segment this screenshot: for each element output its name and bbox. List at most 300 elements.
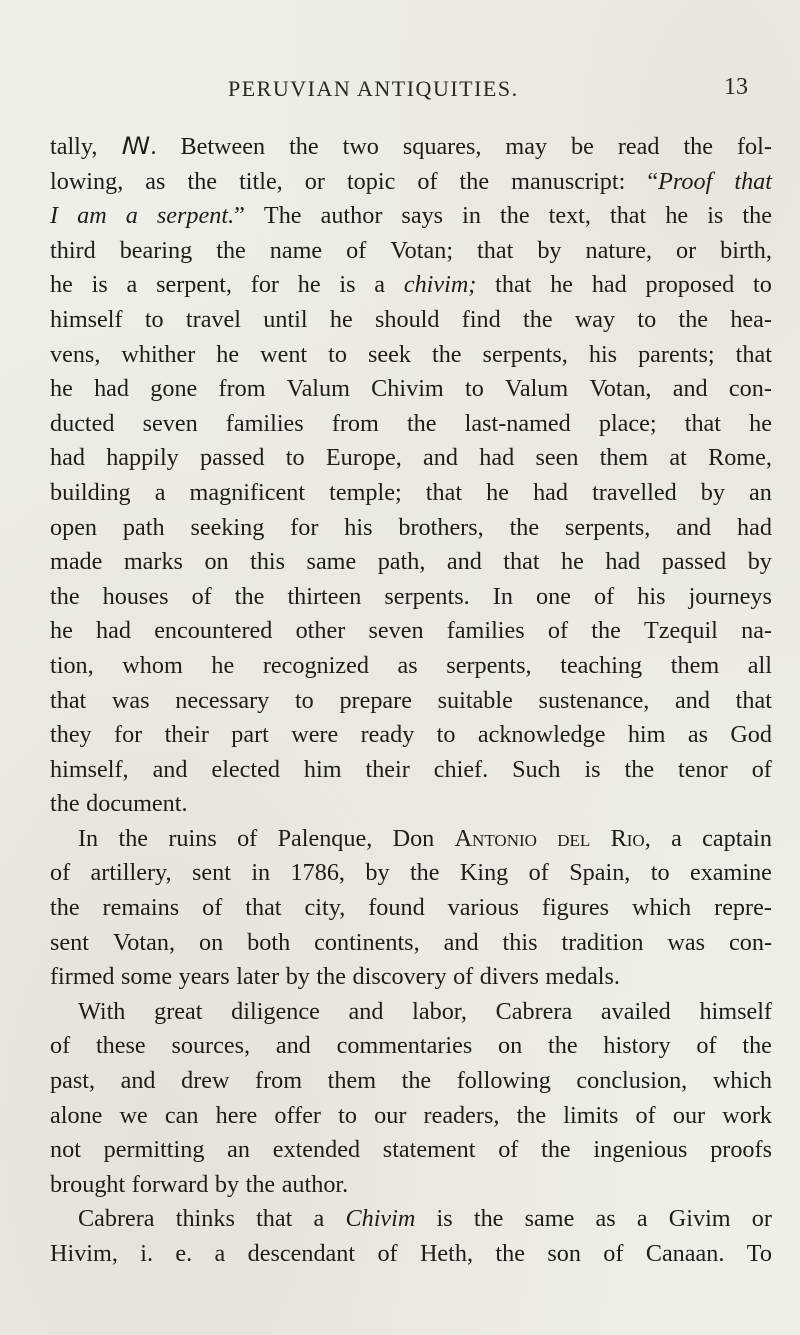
word: that — [684, 409, 721, 437]
word: that — [495, 271, 532, 299]
text-line — [50, 1168, 772, 1203]
word: Votan, — [589, 375, 652, 403]
word: is — [339, 271, 356, 299]
word: in — [462, 202, 481, 230]
word: a — [671, 824, 682, 852]
word: of — [50, 1032, 71, 1060]
word: of — [377, 1240, 398, 1267]
word: Givim — [668, 1205, 731, 1233]
word: says — [401, 202, 444, 230]
text-line — [50, 199, 772, 234]
word: a — [126, 271, 138, 299]
word: medals. — [545, 963, 620, 991]
word: the — [245, 1170, 276, 1198]
word: great — [154, 997, 203, 1025]
word: and — [676, 513, 712, 541]
word: magnificent — [189, 478, 306, 506]
text-line — [50, 822, 772, 857]
word: as — [397, 651, 418, 679]
text-line — [50, 856, 772, 891]
word: he — [50, 375, 73, 403]
text-line — [50, 268, 772, 303]
word: their — [365, 755, 410, 783]
word: bearing — [119, 236, 193, 264]
word: should — [374, 305, 440, 333]
word: continents, — [314, 928, 420, 956]
word: open — [50, 513, 98, 541]
word: made — [50, 548, 103, 576]
text-line — [50, 787, 772, 822]
word: am — [77, 202, 107, 230]
word: squares, — [402, 133, 482, 160]
text-line — [50, 165, 772, 200]
word: third — [50, 236, 96, 264]
word: on — [498, 1032, 523, 1060]
word: tion, — [50, 651, 94, 679]
word: that — [425, 478, 463, 506]
word: for — [250, 271, 279, 299]
word: the — [473, 1205, 504, 1233]
word: had — [94, 375, 130, 403]
word: the — [742, 1032, 772, 1060]
word: he — [561, 548, 584, 576]
word: building — [50, 478, 131, 506]
word: the — [516, 1101, 547, 1129]
word: of — [417, 167, 438, 195]
word: of — [528, 859, 549, 887]
word: a — [214, 1240, 226, 1267]
word: part — [231, 721, 269, 749]
word: that — [245, 894, 282, 922]
word: to — [436, 721, 456, 749]
word: Palenque, — [277, 824, 373, 852]
word: encountered — [154, 617, 273, 645]
word: his — [637, 582, 666, 610]
word: text, — [548, 202, 591, 230]
word: which — [632, 894, 692, 922]
word: thirteen — [287, 582, 362, 610]
word: by — [214, 1170, 240, 1198]
text-line — [50, 649, 772, 684]
word: teaching — [560, 651, 643, 679]
word: Antonio — [454, 824, 537, 852]
word: two — [342, 133, 379, 160]
word: found — [368, 894, 425, 922]
word: the — [591, 617, 621, 645]
word: the — [50, 790, 80, 818]
word: is — [707, 202, 724, 230]
word: read — [617, 133, 660, 160]
word: temple; — [329, 478, 402, 506]
word: limits — [563, 1101, 619, 1129]
word: of — [498, 1136, 519, 1164]
word: to — [285, 444, 305, 472]
word: to — [637, 305, 657, 333]
word: some — [121, 963, 173, 991]
word: the — [624, 755, 655, 783]
word: which — [712, 1067, 772, 1095]
word: sent — [191, 859, 231, 887]
text-line — [50, 407, 772, 442]
word: chief. — [433, 755, 489, 783]
word: them — [327, 1067, 377, 1095]
word: path — [122, 513, 165, 541]
word: they — [50, 721, 92, 749]
word: he — [550, 271, 574, 299]
word: travel — [185, 305, 241, 333]
word: the — [289, 133, 319, 160]
word: them — [670, 651, 720, 679]
word: of — [50, 859, 71, 887]
word: to — [464, 375, 484, 403]
word: him — [303, 755, 342, 783]
word: work — [722, 1101, 772, 1129]
word: ready — [360, 721, 415, 749]
word: necessary — [175, 686, 270, 714]
word: had — [591, 271, 627, 299]
word: the — [50, 582, 80, 610]
word: to — [294, 686, 314, 714]
word: is — [436, 1205, 453, 1233]
word: serpents, — [565, 513, 651, 541]
word: forward — [131, 1170, 209, 1198]
word: acknowledge — [477, 721, 606, 749]
word: that — [477, 236, 514, 264]
word: to — [338, 1101, 357, 1129]
word: had — [50, 444, 85, 472]
word: Heth, — [419, 1240, 474, 1267]
word: later — [236, 963, 280, 991]
word: examine — [689, 859, 772, 887]
word: con- — [728, 375, 772, 403]
text-line — [50, 1237, 772, 1272]
word: be — [571, 133, 594, 160]
word: proofs — [710, 1136, 772, 1164]
text-line — [50, 891, 772, 926]
word: captain — [702, 824, 772, 852]
word: of — [547, 617, 569, 645]
word: name — [269, 236, 323, 264]
text-line — [50, 441, 772, 476]
word: to — [753, 271, 772, 299]
word: Between — [180, 133, 266, 160]
word: had — [479, 444, 515, 472]
word: tradition — [561, 928, 644, 956]
word: Valum — [286, 375, 350, 403]
word: serpents, — [482, 340, 568, 368]
word: the — [523, 305, 553, 333]
word: that — [735, 340, 772, 368]
word: seek — [367, 340, 411, 368]
word: brothers, — [398, 513, 484, 541]
word: was — [111, 686, 150, 714]
page-number: 13 — [724, 74, 748, 100]
text-line — [50, 372, 772, 407]
word: and — [423, 444, 458, 472]
word: and — [672, 375, 708, 403]
word: King — [459, 859, 509, 887]
word: a — [374, 271, 386, 299]
word: these — [95, 1032, 146, 1060]
word: of — [191, 582, 212, 610]
word: brought — [50, 1170, 126, 1198]
word: Hivim, — [50, 1240, 118, 1267]
word: the — [683, 133, 713, 160]
word: In — [78, 824, 99, 852]
word: whither — [121, 340, 196, 368]
word: marks — [123, 548, 183, 576]
word: sent — [50, 928, 89, 956]
word: 1786, — [290, 859, 345, 887]
word: one — [536, 582, 571, 610]
page-header — [0, 76, 800, 112]
word: Tzequil — [644, 617, 718, 645]
word: place; — [598, 409, 657, 437]
word: same — [306, 548, 357, 576]
word: suitable — [437, 686, 513, 714]
word: the — [234, 582, 265, 610]
text-line — [50, 718, 772, 753]
word: he — [211, 651, 235, 679]
word: following — [456, 1067, 551, 1095]
word: seven — [368, 617, 424, 645]
word: he — [50, 617, 73, 645]
word: diligence — [231, 997, 320, 1025]
word: readers, — [423, 1101, 500, 1129]
word: Chivim — [371, 375, 444, 403]
word: serpents, — [446, 651, 532, 679]
word: Rome, — [708, 444, 772, 472]
text-line — [50, 926, 772, 961]
word: a — [313, 1205, 325, 1233]
word: he — [297, 271, 321, 299]
word: our — [672, 1101, 706, 1129]
word: the — [431, 340, 462, 368]
word: God — [730, 721, 772, 749]
word: and — [120, 1067, 156, 1095]
word: that — [256, 1205, 293, 1233]
word: last-named — [464, 409, 571, 437]
word: were — [291, 721, 339, 749]
word: past, — [50, 1067, 96, 1095]
word: birth, — [720, 236, 772, 264]
word: his — [588, 340, 618, 368]
word: the — [500, 202, 530, 230]
running-head: PERUVIAN ANTIQUITIES. — [228, 76, 519, 101]
word: a — [125, 202, 138, 230]
word: del — [557, 824, 591, 852]
text-line — [50, 1099, 772, 1134]
word: serpent.” — [156, 202, 245, 230]
word: that — [734, 167, 772, 195]
word: by — [285, 963, 310, 991]
word: of — [635, 1101, 656, 1129]
word: drew — [181, 1067, 230, 1095]
word: passed — [661, 548, 727, 576]
word: firmed — [50, 963, 115, 991]
word: a — [154, 478, 166, 506]
word: is — [91, 271, 108, 299]
word: a — [636, 1205, 648, 1233]
word: extended — [272, 1136, 361, 1164]
body-text — [50, 130, 772, 1272]
text-line — [50, 545, 772, 580]
text-line — [50, 753, 772, 788]
word: happily — [106, 444, 179, 472]
word: on — [198, 928, 224, 956]
word: find — [461, 305, 501, 333]
word: labor, — [412, 997, 467, 1025]
text-line — [50, 614, 772, 649]
word: he — [216, 340, 240, 368]
word: In — [492, 582, 513, 610]
word: serpents. — [384, 582, 470, 610]
word: thinks — [175, 1205, 235, 1233]
word: he — [486, 478, 509, 506]
word: the — [548, 1032, 578, 1060]
word: path, — [377, 548, 426, 576]
word: of — [202, 894, 223, 922]
word: chivim; — [403, 271, 477, 299]
word: conclusion, — [576, 1067, 688, 1095]
word: him — [627, 721, 666, 749]
word: himself — [50, 305, 123, 333]
word: discovery — [352, 963, 447, 991]
word: as — [687, 721, 708, 749]
word: title, — [239, 167, 283, 195]
text-line — [50, 684, 772, 719]
word: proposed — [645, 271, 735, 299]
word: Rio, — [610, 824, 651, 852]
text-line — [50, 303, 772, 338]
word: divers — [479, 963, 539, 991]
word: was — [667, 928, 706, 956]
word: other — [295, 617, 346, 645]
word: and — [675, 686, 710, 714]
word: offer — [274, 1101, 321, 1129]
word: fol- — [736, 133, 772, 160]
word: sources, — [171, 1032, 251, 1060]
text-line — [50, 511, 772, 546]
word: an — [749, 478, 772, 506]
word: all — [747, 651, 772, 679]
word: the — [401, 1067, 432, 1095]
word: as — [595, 1205, 616, 1233]
word: the — [495, 1240, 525, 1267]
word: of — [346, 236, 367, 264]
word: at — [669, 444, 687, 472]
word: descendant — [247, 1240, 356, 1267]
word: by — [365, 859, 390, 887]
word: that — [609, 202, 647, 230]
word: from — [218, 375, 266, 403]
word: With — [78, 997, 126, 1025]
word: himself, — [50, 755, 129, 783]
word: ingenious — [593, 1136, 688, 1164]
word: the — [541, 1136, 571, 1164]
word: elected — [211, 755, 280, 783]
word: of — [751, 755, 772, 783]
word: author — [320, 202, 383, 230]
word: Chivim — [345, 1205, 416, 1233]
word: topic — [346, 167, 396, 195]
word: To — [746, 1240, 772, 1267]
word: of — [696, 1032, 717, 1060]
word: “Proof — [647, 167, 713, 195]
word: the — [409, 859, 440, 887]
word: seven — [142, 409, 198, 437]
word: by — [747, 548, 772, 576]
word: years — [178, 963, 230, 991]
word: document. — [86, 790, 188, 818]
word: passed — [200, 444, 265, 472]
word: permitting — [103, 1136, 205, 1164]
word: the — [678, 305, 709, 333]
word: of — [594, 582, 615, 610]
word: and — [446, 548, 482, 576]
word: the — [216, 236, 246, 264]
word: here — [215, 1101, 258, 1129]
word: availed — [600, 997, 671, 1025]
word: himself — [699, 997, 772, 1025]
word: Votan, — [112, 928, 175, 956]
word: the — [316, 963, 346, 991]
word: until — [263, 305, 308, 333]
word: author. — [281, 1170, 349, 1198]
word: and — [348, 997, 384, 1025]
word: of — [603, 1240, 624, 1267]
word: houses — [102, 582, 169, 610]
word: hea- — [730, 305, 772, 333]
word: manuscript: — [511, 167, 626, 195]
word: the — [742, 202, 772, 230]
word: sustenance, — [538, 686, 650, 714]
word: of — [453, 963, 474, 991]
word: on — [204, 548, 229, 576]
word: The — [263, 202, 302, 230]
word: Cabrera — [495, 997, 573, 1025]
word: as — [145, 167, 166, 195]
word: is — [584, 755, 601, 783]
word: Canaan. — [645, 1240, 725, 1267]
word: he — [665, 202, 689, 230]
word: travelled — [592, 478, 677, 506]
word: i. — [140, 1240, 154, 1267]
word: prepare — [339, 686, 412, 714]
word: parents; — [638, 340, 715, 368]
text-line — [50, 995, 772, 1030]
word: that — [735, 686, 772, 714]
word: and — [152, 755, 188, 783]
word: the — [406, 409, 437, 437]
word: had — [605, 548, 641, 576]
word: can — [164, 1101, 199, 1129]
word: for — [290, 513, 319, 541]
word: ruins — [168, 824, 217, 852]
word: or — [751, 1205, 772, 1233]
word: various — [447, 894, 519, 922]
word: went — [260, 340, 308, 368]
word: Valum — [505, 375, 569, 403]
word: Spain, — [569, 859, 631, 887]
word: serpent, — [156, 271, 232, 299]
word: to — [650, 859, 670, 887]
word: artillery, — [90, 859, 172, 887]
word: by — [700, 478, 725, 506]
word: them — [599, 444, 649, 472]
word: that — [50, 686, 87, 714]
word: or — [676, 236, 697, 264]
